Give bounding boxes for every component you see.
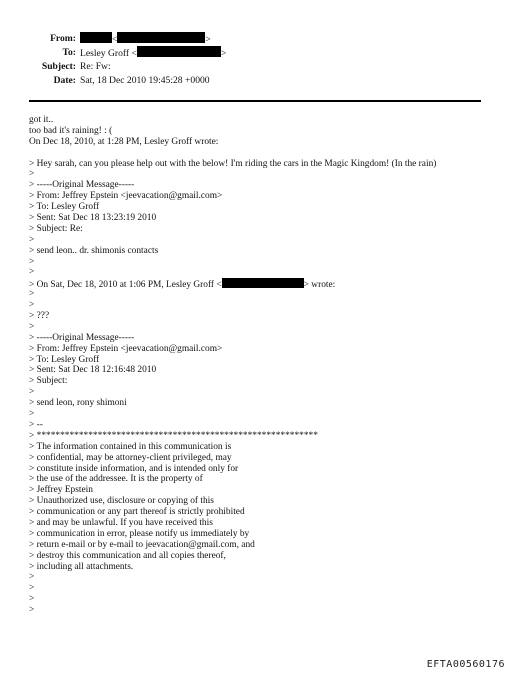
header-divider: [29, 100, 481, 102]
body-line: >: [29, 256, 35, 267]
body-line: > confidential, may be attorney-client privileged, may: [29, 452, 232, 463]
body-line: >: [29, 409, 35, 420]
body-line: >: [29, 572, 35, 583]
body-line: [29, 148, 499, 159]
body-line: On Dec 18, 2010, at 1:28 PM, Lesley Groff wrote:: [29, 136, 219, 147]
to-label: To:: [62, 47, 76, 58]
body-line: > Subject:: [29, 376, 68, 387]
body-line: > return e-mail or by e-mail to jeevacation@gmail.com, and: [29, 539, 255, 550]
body-line: > the use of the addressee. It is the property of: [29, 474, 203, 485]
subject-row: [0, 60, 512, 73]
body-line: > Hey sarah, can you please help out with the below! I'm riding the cars in the Magic Kingdom! (In the rain): [29, 158, 437, 169]
body-line: > On Sat, Dec 18, 2010 at 1:06 PM, Lesley Groff < > wrote:: [29, 280, 336, 291]
redaction-bar: [117, 32, 205, 43]
body-line: > Sent: Sat Dec 18 12:16:48 2010: [29, 365, 157, 376]
body-line: > including all attachments.: [29, 561, 134, 572]
body-line: >: [29, 234, 35, 245]
redaction-bar: [137, 46, 221, 57]
redaction-bar: [80, 32, 112, 43]
body-line: > To: Lesley Groff: [29, 202, 100, 213]
body-line: >: [29, 169, 35, 180]
from-label: From:: [50, 33, 76, 44]
body-line: > Subject: Re:: [29, 223, 83, 234]
body-line: > -----Original Message-----: [29, 332, 135, 343]
body-line: > communication in error, please notify us immediately by: [29, 528, 250, 539]
redaction-bar: [222, 278, 304, 288]
subject-value: Re: Fw:: [80, 61, 111, 72]
body-line: > Sent: Sat Dec 18 13:23:19 2010: [29, 213, 157, 224]
body-line: > ???: [29, 311, 50, 322]
body-line: > Jeffrey Epstein: [29, 485, 93, 496]
body-line: > ************************************************************: [29, 430, 318, 441]
body-line: >: [29, 267, 35, 278]
body-line: > The information contained in this communication is: [29, 441, 232, 452]
body-line: >: [29, 594, 35, 605]
body-line: >: [29, 605, 35, 616]
date-label: Date:: [53, 75, 76, 86]
document-id: EFTA00560176: [426, 659, 505, 670]
body-line: >: [29, 387, 35, 398]
body-line: > --: [29, 419, 43, 430]
date-value: Sat, 18 Dec 2010 19:45:28 +0000: [80, 75, 210, 86]
body-line: >: [29, 289, 35, 300]
body-line: got it..: [29, 115, 54, 125]
from-value: < >: [80, 32, 211, 46]
body-line: > From: Jeffrey Epstein <jeevacation@gmail.com>: [29, 191, 223, 202]
to-value: Lesley Groff < >: [80, 48, 227, 59]
subject-label: Subject:: [41, 61, 76, 72]
from-row: [0, 32, 512, 45]
body-line: > -----Original Message-----: [29, 180, 135, 191]
email-body: [29, 115, 499, 616]
body-line: >: [29, 321, 35, 332]
body-line: > communication or any part thereof is strictly prohibited: [29, 507, 245, 518]
body-line: > send leon.. dr. shimonis contacts: [29, 245, 159, 256]
body-line: > destroy this communication and all copies thereof,: [29, 550, 226, 561]
date-row: [0, 74, 512, 87]
body-line: >: [29, 583, 35, 594]
body-line: > Unauthorized use, disclosure or copying of this: [29, 496, 214, 507]
body-line: >: [29, 300, 35, 311]
body-line: > To: Lesley Groff: [29, 354, 100, 365]
body-line: too bad it's raining! : (: [29, 125, 113, 136]
to-row: [0, 46, 512, 59]
body-line: > send leon, rony shimoni: [29, 398, 127, 409]
body-line: > constitute inside information, and is intended only for: [29, 463, 239, 474]
body-line: > From: Jeffrey Epstein <jeevacation@gmail.com>: [29, 343, 223, 354]
body-line: > and may be unlawful. If you have received this: [29, 517, 213, 528]
